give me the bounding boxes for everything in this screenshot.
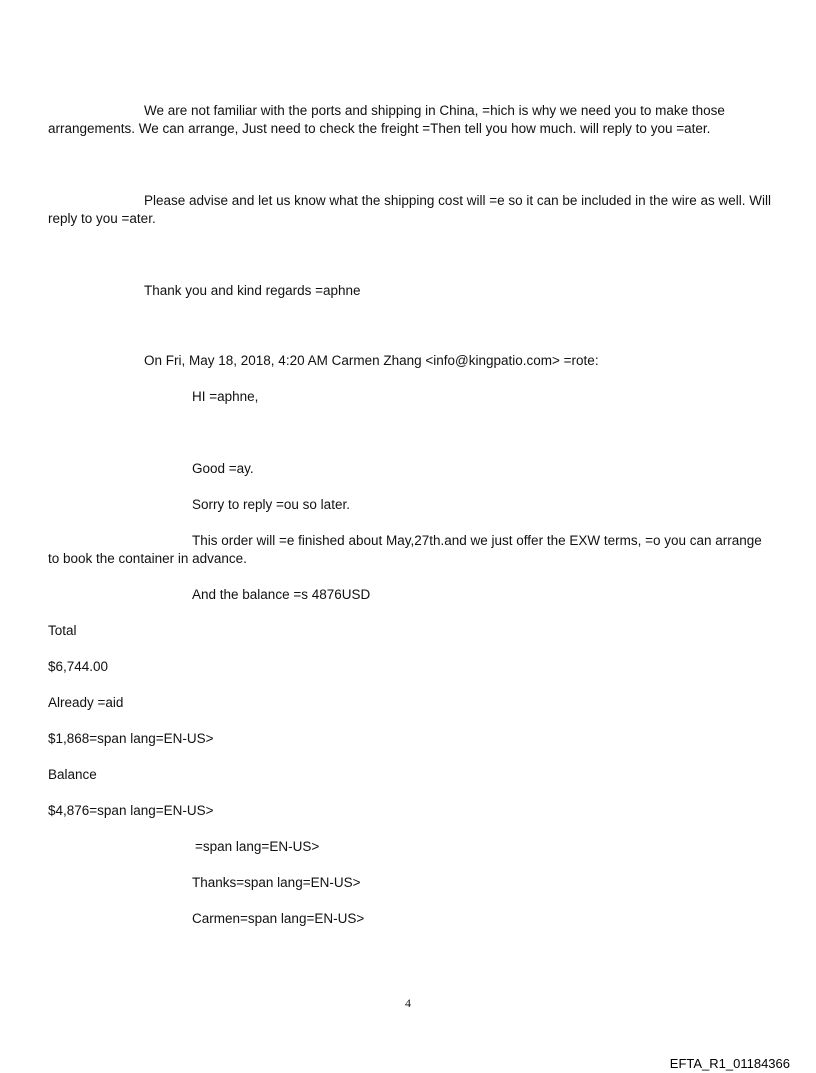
quoted-good-day: Good =ay. — [192, 461, 254, 476]
page-number: 4 — [405, 996, 411, 1010]
paragraph-order-terms-line-1: This order will =e finished about May,27th.and we just offer the EXW terms, =o you can arrange — [192, 533, 762, 548]
paragraph-order-terms — [48, 532, 778, 568]
closing-regards: Thank you and kind regards =aphne — [144, 283, 361, 298]
bates-number: EFTA_R1_01184366 — [669, 1056, 790, 1071]
quoted-balance-line: And the balance =s 4876USD — [192, 587, 371, 602]
quoted-signature: Carmen=span lang=EN-US> — [192, 911, 365, 926]
paragraph-ports-line-2: arrangements. We can arrange, Just need to check the freight =Then tell you how much. will reply to you =ater. — [48, 121, 711, 136]
quoted-greeting: HI =aphne, — [192, 389, 259, 404]
paragraph-order-terms-line-2: to book the container in advance. — [48, 551, 247, 566]
paragraph-ports — [48, 102, 778, 138]
paragraph-shipping-cost-line-2: reply to you =ater. — [48, 211, 156, 226]
summary-paid-label: Already =aid — [48, 695, 124, 710]
quoted-apology: Sorry to reply =ou so later. — [192, 497, 350, 512]
quoted-message-header: On Fri, May 18, 2018, 4:20 AM Carmen Zhang <info@kingpatio.com> =rote: — [144, 353, 599, 368]
quoted-thanks: Thanks=span lang=EN-US> — [192, 875, 361, 890]
paragraph-ports-line-1: We are not familiar with the ports and shipping in China, =hich is why we need you to make those — [144, 103, 725, 118]
paragraph-shipping-cost-line-1: Please advise and let us know what the shipping cost will =e so it can be included in the wire as well. Will — [144, 193, 771, 208]
summary-total-value: $6,744.00 — [48, 659, 109, 674]
span-artifact-line: =span lang=EN-US> — [195, 839, 320, 854]
paragraph-shipping-cost — [48, 192, 778, 228]
summary-balance-value: $4,876=span lang=EN-US> — [48, 803, 214, 818]
summary-total-label: Total — [48, 623, 77, 638]
summary-balance-label: Balance — [48, 767, 97, 782]
summary-paid-value: $1,868=span lang=EN-US> — [48, 731, 214, 746]
